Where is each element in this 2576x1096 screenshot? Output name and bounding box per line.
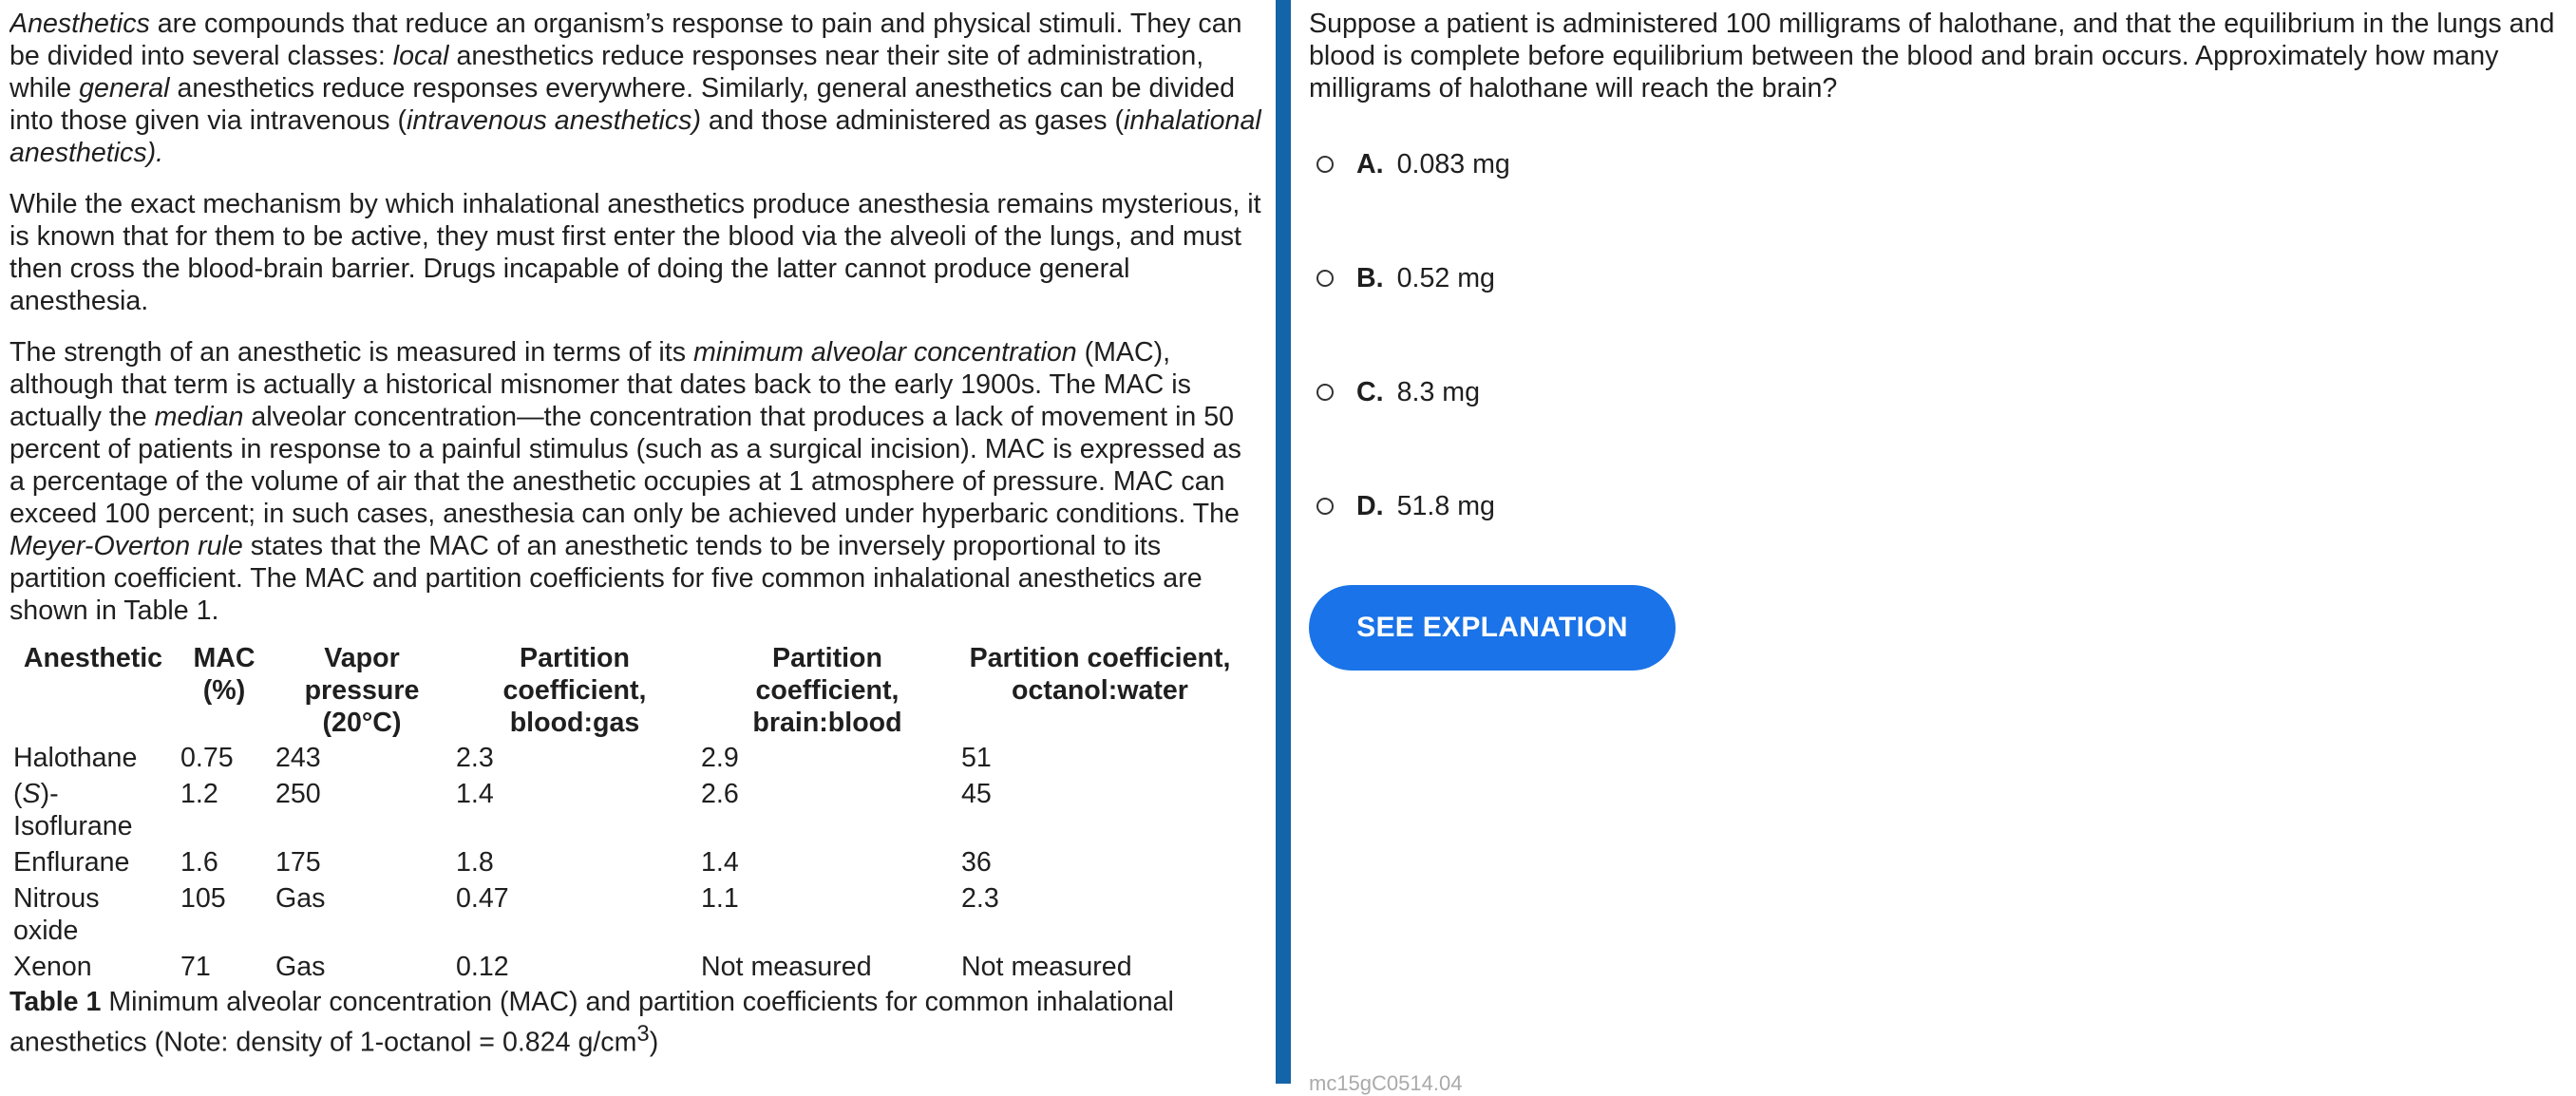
table-cell-mac: 105 (180, 883, 226, 914)
table-cell-blood-gas: 0.12 (456, 952, 509, 982)
passage-paragraph-1: Anesthetics are compounds that reduce an organism’s response to pain and physical stimuli. They can be divided into several classes: local anesthetics reduce responses near their site of administration, while general anesthetics reduce responses everywhere. Similarly, general anesthetics can be divided into those given via intravenous (intravenous anesthetics) and those administered as gases (inhalational anesthetics). (9, 9, 1261, 168)
table-cell-blood-gas: 1.4 (456, 779, 494, 809)
table-cell-blood-gas: 2.3 (456, 743, 494, 773)
table-cell-vapor: Gas (275, 883, 326, 914)
table-cell-brain-blood: 1.1 (701, 883, 739, 914)
choice-text: 8.3 mg (1396, 377, 1481, 407)
choice-letter: C. (1356, 377, 1384, 407)
table-cell-anesthetic: Halothane (13, 743, 138, 773)
table-cell-anesthetic: (S)-Isoflurane (13, 779, 133, 841)
table-header: Partition coefficient, brain:blood (752, 643, 902, 738)
table-cell-anesthetic: Nitrous oxide (13, 883, 100, 946)
table-header: MAC (%) (193, 643, 256, 706)
table-row (9, 845, 1242, 881)
question-panel (1309, 8, 2567, 1081)
table-cell-octanol-water: Not measured (961, 952, 1132, 982)
table-row (9, 881, 1242, 950)
table-header: Partition coefficient, octanol:water (969, 643, 1231, 706)
answer-choices (1309, 148, 2567, 522)
passage-paragraph-3: The strength of an anesthetic is measured in terms of its minimum alveolar concentration (MAC), although that term is actually a historical misnomer that dates back to the early 1900s. The MAC is actually the median alveolar concentration—the concentration that produces a lack of movement in 50 percent of patients in response to a painful stimulus (such as a surgical incision). MAC is expressed as a percentage of the volume of air that the anesthetic occupies at 1 atmosphere of pressure. MAC can exceed 100 percent; in such cases, anesthesia can only be achieved under hyperbaric conditions. The Meyer-Overton rule states that the MAC of an anesthetic tends to be inversely proportional to its partition coefficient. The MAC and partition coefficients for five common inhalational anesthetics are shown in Table 1. (9, 337, 1241, 626)
table-row (9, 741, 1242, 777)
panel-divider[interactable] (1276, 0, 1291, 1084)
choice-d[interactable] (1309, 490, 2567, 522)
choice-c[interactable] (1309, 376, 2567, 408)
table-cell-anesthetic: Xenon (13, 952, 92, 982)
radio-button[interactable] (1316, 498, 1334, 515)
table-cell-anesthetic: Enflurane (13, 847, 130, 878)
question-text: Suppose a patient is administered 100 milligrams of halothane, and that the equilibrium in the lungs and blood is complete before equilibrium between the blood and brain occurs. Approximately how many milligrams of halothane will reach the brain? (1309, 9, 2555, 104)
question-reference-id: mc15gC0514.04 (1309, 1071, 1463, 1095)
table-cell-vapor: 175 (275, 847, 321, 878)
see-explanation-button[interactable]: SEE EXPLANATION (1309, 585, 1676, 671)
table-cell-brain-blood: Not measured (701, 952, 872, 982)
table-header: Vapor pressure (20°C) (304, 643, 420, 738)
table-caption: Table 1 Minimum alveolar concentration (MAC) and partition coefficients for common inhalational anesthetics (Note: density of 1-octanol = 0.824 $g/cm^3$) (9, 987, 1174, 1058)
passage-paragraph-2: While the exact mechanism by which inhalational anesthetics produce anesthesia remains mysterious, it is known that for them to be active, they must first enter the blood via the alveoli of the lungs, and must then cross the blood-brain barrier. Drugs incapable of doing the latter cannot produce general anesthesia. (9, 189, 1261, 316)
table-cell-octanol-water: 45 (961, 779, 992, 809)
table-cell-mac: 0.75 (180, 743, 234, 773)
choice-b[interactable] (1309, 262, 2567, 294)
table-cell-blood-gas: 0.47 (456, 883, 509, 914)
table-header-row (9, 640, 1242, 741)
table-cell-octanol-water: 51 (961, 743, 992, 773)
table-cell-vapor: 243 (275, 743, 321, 773)
table-cell-brain-blood: 1.4 (701, 847, 739, 878)
table-row (9, 777, 1242, 845)
table-cell-brain-blood: 2.6 (701, 779, 739, 809)
table-cell-mac: 71 (180, 952, 211, 982)
radio-button[interactable] (1316, 156, 1334, 173)
table-cell-blood-gas: 1.8 (456, 847, 494, 878)
choice-letter: D. (1356, 491, 1384, 521)
table-cell-mac: 1.6 (180, 847, 218, 878)
radio-button[interactable] (1316, 384, 1334, 401)
table-cell-octanol-water: 36 (961, 847, 992, 878)
anesthetics-table (9, 640, 1242, 986)
table-cell-octanol-water: 2.3 (961, 883, 999, 914)
radio-button[interactable] (1316, 270, 1334, 287)
passage-panel (9, 8, 1263, 1081)
table-cell-mac: 1.2 (180, 779, 218, 809)
table-cell-brain-blood: 2.9 (701, 743, 739, 773)
table-cell-vapor: 250 (275, 779, 321, 809)
choice-letter: A. (1356, 149, 1384, 180)
choice-letter: B. (1356, 263, 1384, 293)
choice-text: 0.52 mg (1396, 263, 1495, 293)
choice-text: 0.083 mg (1396, 149, 1510, 180)
choice-text: 51.8 mg (1396, 491, 1495, 521)
table-row (9, 950, 1242, 986)
table-cell-vapor: Gas (275, 952, 326, 982)
choice-a[interactable] (1309, 148, 2567, 180)
table-header: Anesthetic (23, 643, 163, 673)
table-header: Partition coefficient, blood:gas (502, 643, 647, 738)
